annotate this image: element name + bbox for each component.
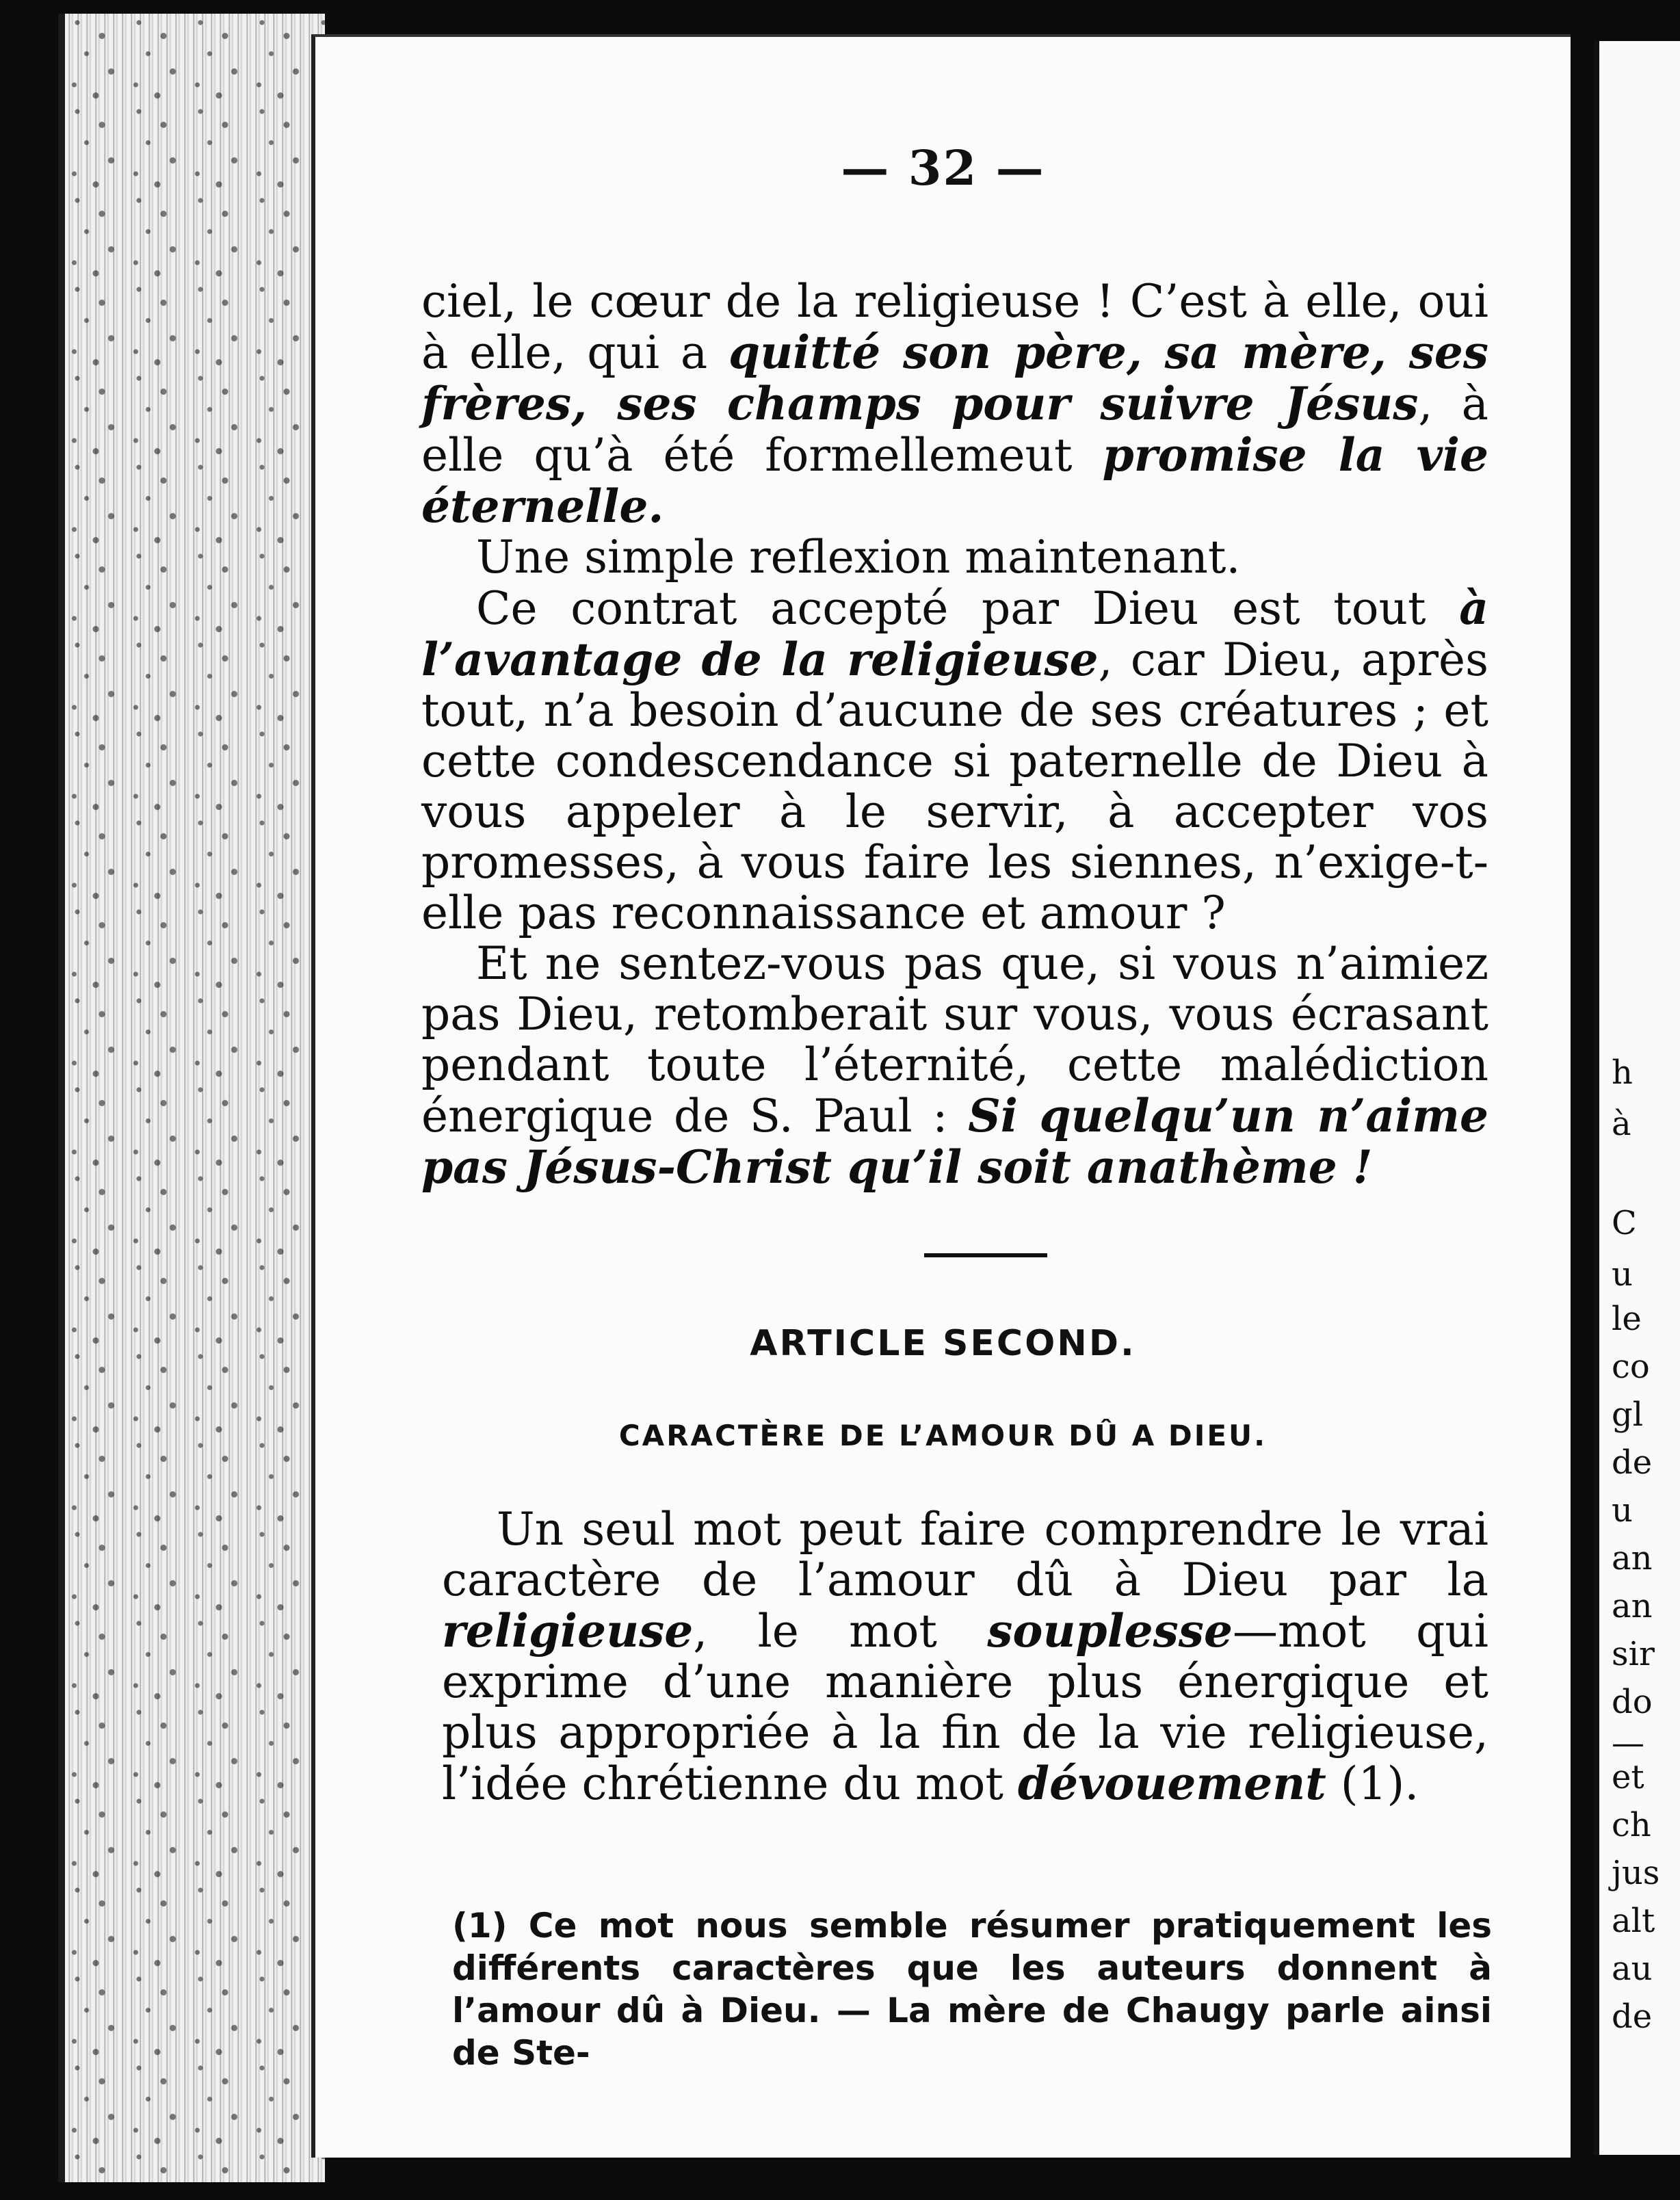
facing-page-edge [1594,41,1680,2155]
paragraph-3 [421,583,1488,939]
article-paragraph [442,1504,1488,1809]
article-subheading: CARACTÈRE DE L’AMOUR DÛ A DIEU. [618,1419,1268,1452]
text-segment: Ce contrat accepté par Dieu est tout [476,582,1460,635]
facing-page-fragment: an [1612,1587,1653,1625]
text-segment: ciel, le cœur de la religieuse ! C’est à elle, oui à elle, qui a [421,275,1488,379]
book-page-edge [58,14,325,2182]
text-segment: —mot qui exprime d’une manière plus énergique et plus appropriée à la fin de la vie religieuse, l’idée chrétienne du mot [442,1605,1488,1810]
text-segment: religieuse [442,1604,694,1658]
facing-page-fragment: ch [1612,1806,1651,1844]
text-segment: promise la vie éternelle. [421,428,1488,533]
facing-page-fragment: u [1612,1255,1633,1294]
facing-page-fragment: de [1612,1443,1653,1482]
page-number: — 32 — [841,140,1045,196]
facing-page-fragment: jus [1612,1854,1660,1892]
facing-page-fragment: gl [1612,1396,1644,1434]
footnote: (1) Ce mot nous semble résumer pratiquement les différents caractères que les auteurs donnent à l’amour dû à Dieu. — La mère de Chaugy parle ainsi de Ste- [452,1906,1492,2073]
article-text-block [442,1504,1488,1809]
paragraph-2 [421,532,1488,583]
facing-page-fragment: le [1612,1300,1642,1338]
text-segment: à l’avantage de la religieuse [421,581,1488,686]
facing-page-fragment: et [1612,1758,1644,1796]
facing-page-fragment: — [1612,1724,1644,1762]
facing-page-fragment: h [1612,1053,1633,1092]
text-segment: dévouement [1017,1757,1326,1810]
facing-page-fragment: co [1612,1348,1650,1386]
facing-page-fragment: u [1612,1491,1633,1530]
text-segment: quitté son père, sa mère, ses frères, ses champs pour suivre Jésus [421,326,1488,430]
facing-page-fragment: sir [1612,1635,1655,1673]
section-divider-rule [924,1253,1047,1257]
text-segment: souplesse [987,1604,1233,1658]
text-segment: (1). [1326,1757,1419,1810]
text-segment: Une simple reflexion maintenant. [476,531,1241,584]
text-segment: Et ne sentez-vous pas que, si vous n’aimiez pas Dieu, retomberait sur vous, vous écrasant pendant toute l’éternité, cette malédiction énergique de S. Paul : [421,937,1488,1142]
text-segment: , le mot [693,1605,988,1658]
text-segment: Si quelqu’un n’aime pas Jésus-Christ qu’il soit anathème ! [421,1089,1488,1194]
facing-page-fragment: au [1612,1950,1653,1988]
main-text-block [421,276,1488,1193]
book-page [311,34,1571,2158]
facing-page-fragment: alt [1612,1902,1655,1940]
paragraph-4 [421,939,1488,1193]
facing-page-fragment: do [1612,1683,1653,1721]
facing-page-fragment: an [1612,1539,1653,1577]
paragraph-1 [421,276,1488,532]
facing-page-fragment: C [1612,1204,1637,1242]
text-segment: , car Dieu, après tout, n’a besoin d’aucune de ses créatures ; et cette condescendance si paternelle de Dieu à vous appeler à le servir, à accepter vos promesses, à vous faire les siennes, n’exige-t-elle pas reconnaissance et amour ? [421,633,1488,939]
text-segment: , à elle qu’à été formellemeut [421,378,1488,482]
facing-page-fragment: de [1612,1998,1653,2036]
text-segment: Un seul mot peut faire comprendre le vrai caractère de l’amour dû à Dieu par la [442,1503,1488,1606]
article-heading: ARTICLE SECOND. [750,1323,1136,1364]
facing-page-fragment: à [1612,1105,1631,1143]
